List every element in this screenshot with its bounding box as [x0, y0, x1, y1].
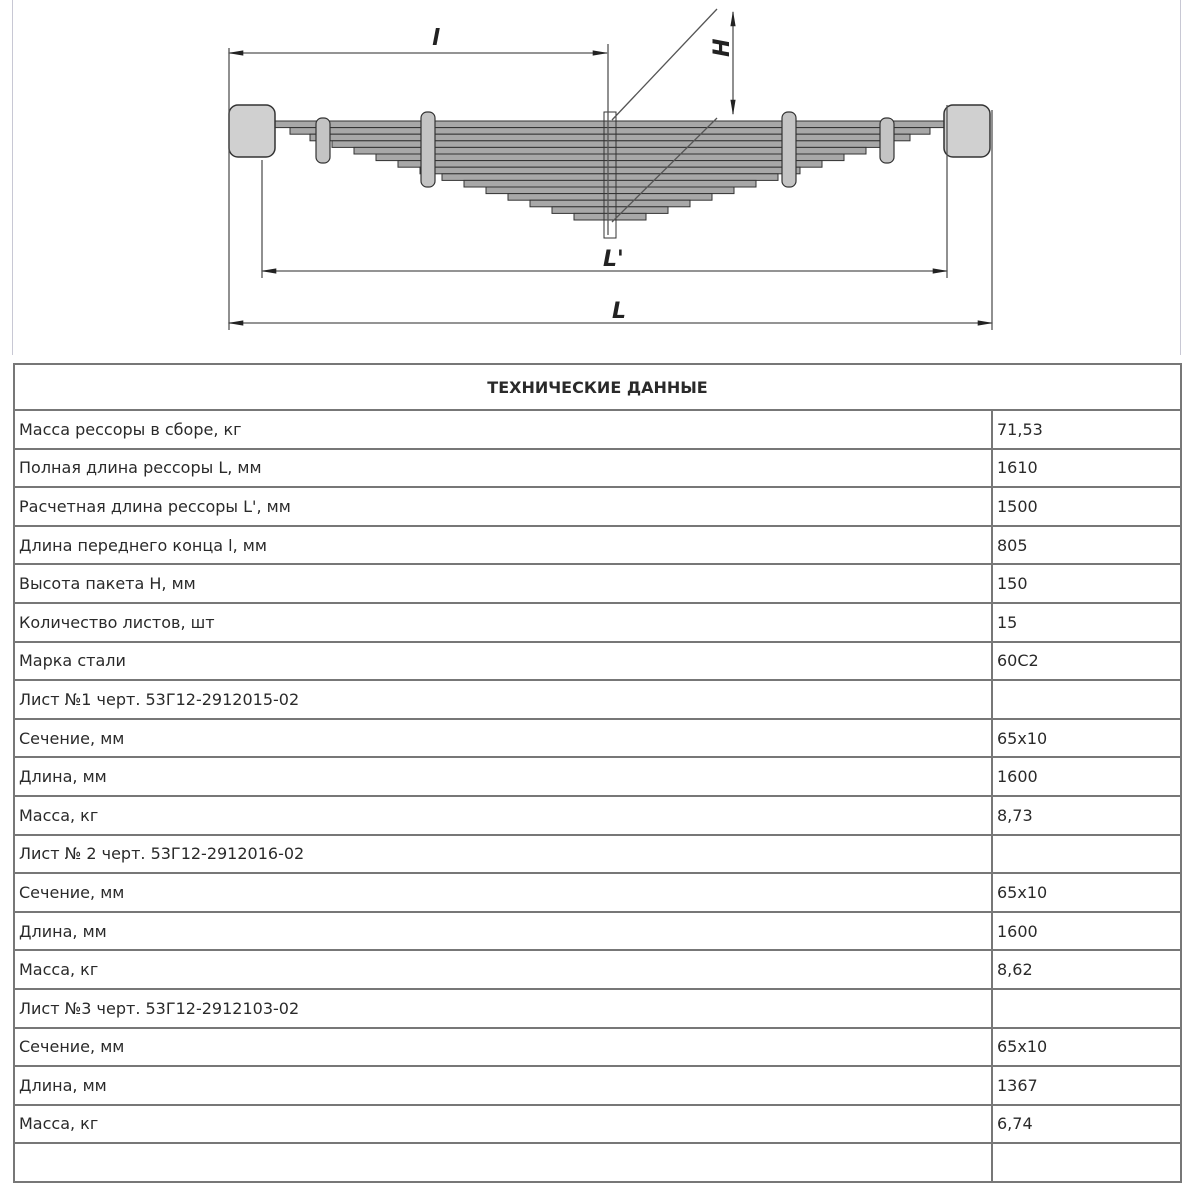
table-row: [14, 642, 1181, 681]
row-value: 8,62: [992, 950, 1181, 989]
row-label: Масса, кг: [14, 796, 992, 835]
table-row: [14, 950, 1181, 989]
table-row: [14, 1143, 1181, 1182]
row-label: Масса, кг: [14, 1105, 992, 1144]
row-label: Полная длина рессоры L, мм: [14, 449, 992, 488]
row-label: [14, 1143, 992, 1182]
row-value: 1367: [992, 1066, 1181, 1105]
row-value: 15: [992, 603, 1181, 642]
spring-clamp: [782, 112, 796, 187]
table-row: [14, 757, 1181, 796]
row-value: 8,73: [992, 796, 1181, 835]
spring-leaf: [265, 121, 955, 128]
table-row: [14, 719, 1181, 758]
row-value: 65x10: [992, 719, 1181, 758]
table-row: [14, 1028, 1181, 1067]
label-L: L: [612, 299, 627, 324]
row-label: Количество листов, шт: [14, 603, 992, 642]
table-row: [14, 1066, 1181, 1105]
row-value: [992, 989, 1181, 1028]
spring-leaf: [508, 194, 712, 201]
spring-leaf: [332, 141, 888, 148]
row-value: [992, 680, 1181, 719]
label-H: H: [710, 38, 735, 57]
table-row: [14, 680, 1181, 719]
row-label: Длина переднего конца l, мм: [14, 526, 992, 565]
row-value: 71,53: [992, 410, 1181, 449]
table-row: [14, 989, 1181, 1028]
table-row: [14, 912, 1181, 951]
spring-leaf: [486, 187, 734, 194]
table-row: [14, 603, 1181, 642]
spring-leaf: [420, 167, 800, 174]
spring-leaf: [552, 207, 668, 214]
row-label: Марка стали: [14, 642, 992, 681]
spring-leaves: [229, 105, 990, 238]
spring-clamp: [880, 118, 894, 163]
row-value: 6,74: [992, 1105, 1181, 1144]
row-value: 150: [992, 564, 1181, 603]
label-l: l: [432, 26, 440, 51]
row-label: Высота пакета H, мм: [14, 564, 992, 603]
spring-clamp: [316, 118, 330, 163]
table-row: [14, 487, 1181, 526]
row-value: 65x10: [992, 873, 1181, 912]
row-value: 1600: [992, 757, 1181, 796]
spring-leaf: [376, 154, 844, 161]
table-row: [14, 410, 1181, 449]
row-value: 805: [992, 526, 1181, 565]
row-label: Масса рессоры в сборе, кг: [14, 410, 992, 449]
spring-leaf: [442, 174, 778, 181]
table-row: [14, 796, 1181, 835]
row-value: 60С2: [992, 642, 1181, 681]
row-value: 1500: [992, 487, 1181, 526]
spring-eye: [944, 105, 990, 157]
spring-eye: [229, 105, 275, 157]
row-label: Сечение, мм: [14, 719, 992, 758]
table-row: [14, 449, 1181, 488]
row-value: [992, 1143, 1181, 1182]
spring-leaf: [464, 180, 756, 187]
spring-leaf: [574, 213, 646, 220]
spring-clamp: [421, 112, 435, 187]
table-row: [14, 873, 1181, 912]
row-label: Расчетная длина рессоры L', мм: [14, 487, 992, 526]
row-label: Лист №1 черт. 53Г12-2912015-02: [14, 680, 992, 719]
row-label: Сечение, мм: [14, 873, 992, 912]
row-value: [992, 835, 1181, 874]
table-header-row: [14, 364, 1181, 410]
row-value: 1610: [992, 449, 1181, 488]
row-label: Длина, мм: [14, 1066, 992, 1105]
row-value: 65x10: [992, 1028, 1181, 1067]
row-value: 1600: [992, 912, 1181, 951]
table-header: ТЕХНИЧЕСКИЕ ДАННЫЕ: [14, 364, 1181, 410]
row-label: Лист №3 черт. 53Г12-2912103-02: [14, 989, 992, 1028]
table-row: [14, 564, 1181, 603]
table-row: [14, 1105, 1181, 1144]
diagonal-top: [612, 9, 717, 120]
row-label: Лист № 2 черт. 53Г12-2912016-02: [14, 835, 992, 874]
leaf-spring-drawing: [0, 0, 1200, 360]
spring-leaf: [310, 134, 910, 141]
spring-leaf: [290, 128, 930, 135]
row-label: Длина, мм: [14, 757, 992, 796]
row-label: Сечение, мм: [14, 1028, 992, 1067]
spring-leaf: [530, 200, 690, 207]
table-row: [14, 526, 1181, 565]
table-row: [14, 835, 1181, 874]
technical-data-table: [13, 363, 1182, 1183]
spring-leaf: [398, 161, 822, 168]
row-label: Масса, кг: [14, 950, 992, 989]
label-Lprime: L': [603, 247, 624, 272]
row-label: Длина, мм: [14, 912, 992, 951]
